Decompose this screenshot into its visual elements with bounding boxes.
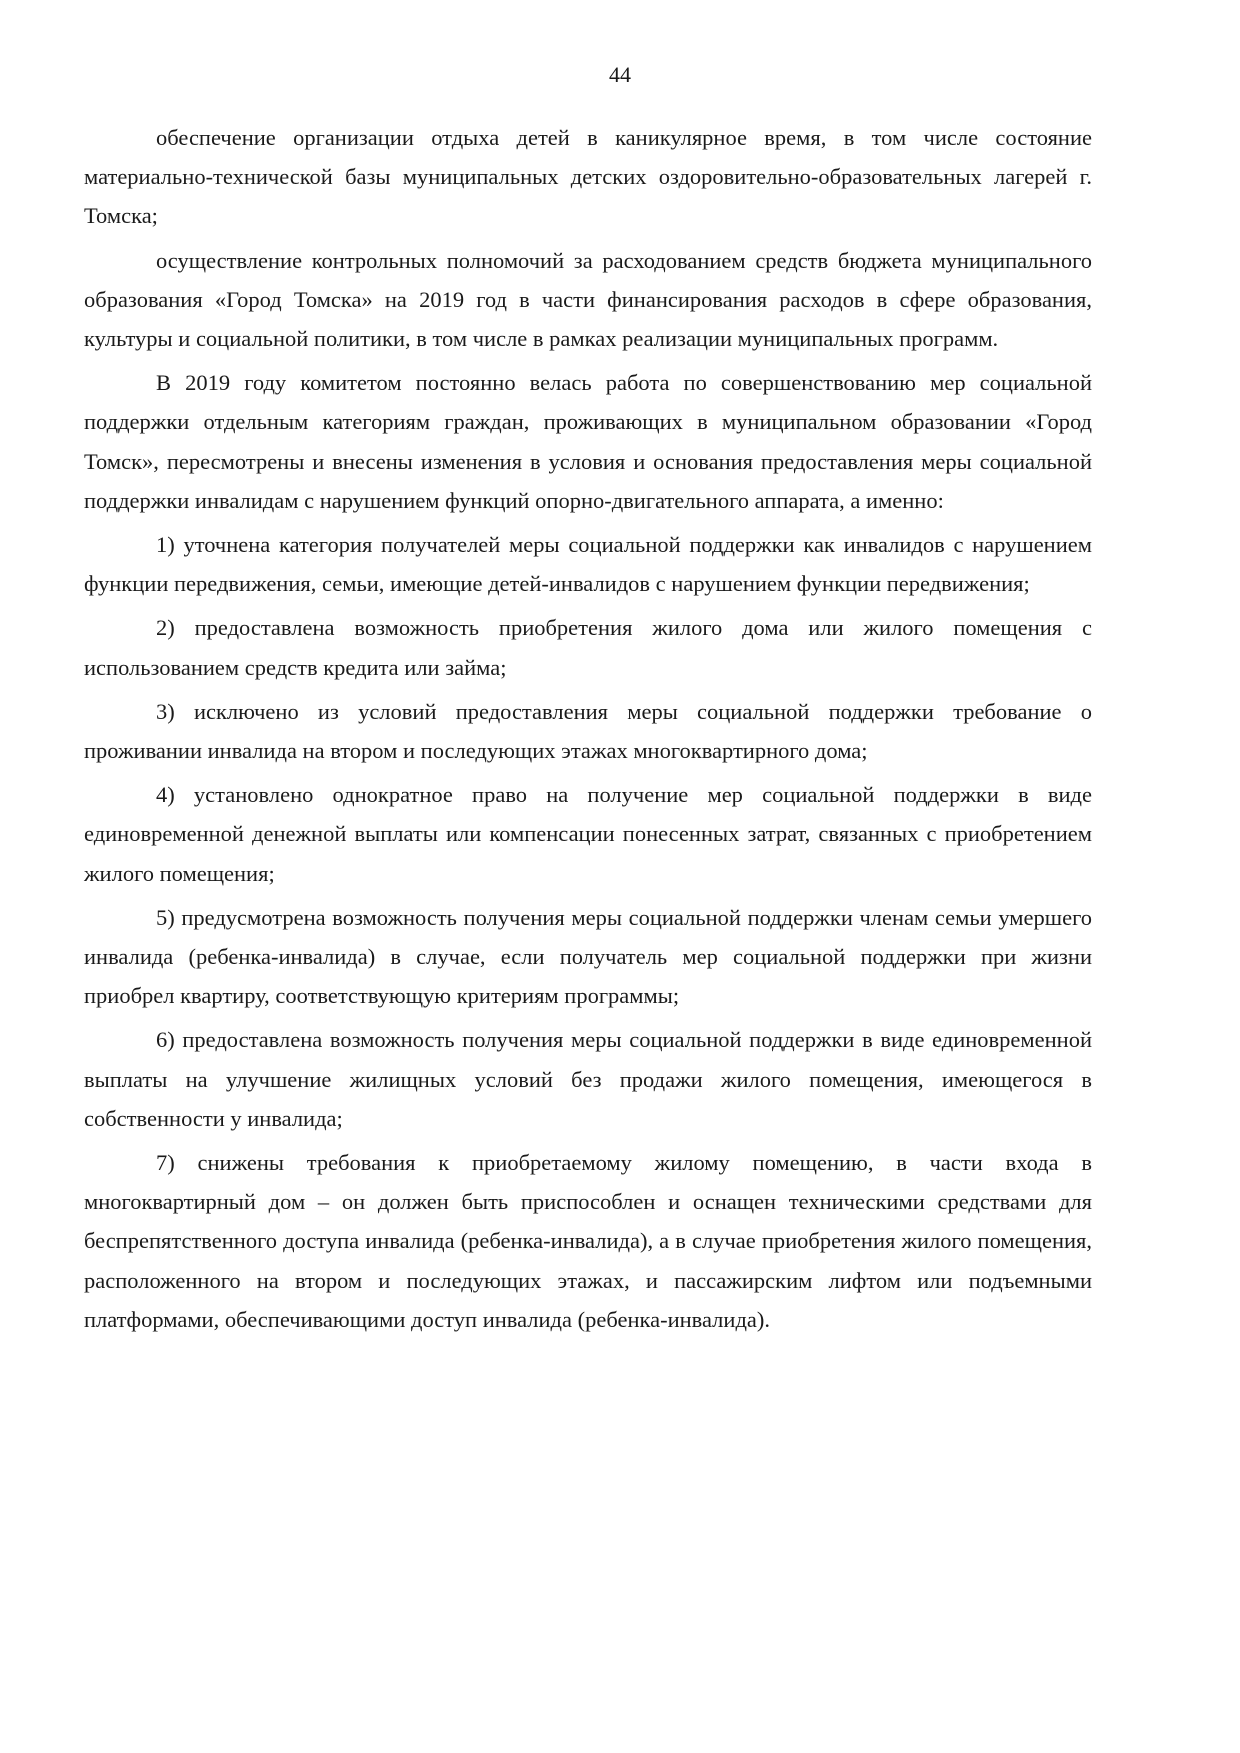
list-item-5: 5) предусмотрена возможность получения меры социальной поддержки членам семьи умершего инвалида (ребенка-инвалида) в случае, если получатель мер социальной поддержки при жизни приобрел квартиру, соответствующую критериям программы; xyxy=(84,904,1092,1009)
paragraph-3: В 2019 году комитетом постоянно велась работа по совершенствованию мер социальной поддержки отдельным категориям граждан, проживающих в муниципальном образовании «Город Томск», пересмотрены и внесены изменения в условия и основания предоставления меры социальной поддержки инвалидам с нарушением функций опорно-двигательного аппарата, а именно: xyxy=(84,370,1092,513)
list-item-6: 6) предоставлена возможность получения меры социальной поддержки в виде единовременной выплаты на улучшение жилищных условий без продажи жилого помещения, имеющегося в собственности у инвалида; xyxy=(84,1027,1092,1131)
document-body xyxy=(84,118,1092,1344)
list-item-2: 2) предоставлена возможность приобретения жилого дома или жилого помещения с использованием средств кредита или займа; xyxy=(84,615,1092,680)
list-item-7: 7) снижены требования к приобретаемому жилому помещению, в части входа в многоквартирный дом – он должен быть приспособлен и оснащен техническими средствами для беспрепятственного доступа инвалида (ребенка-инвалида), а в случае приобретения жилого помещения, расположенного на втором и последующих этажах, и пассажирским лифтом или подъемными платформами, обеспечивающими доступ инвалида (ребенка-инвалида). xyxy=(84,1150,1092,1332)
list-item-1: 1) уточнена категория получателей меры социальной поддержки как инвалидов с нарушением функции передвижения, семьи, имеющие детей-инвалидов с нарушением функции передвижения; xyxy=(84,532,1092,597)
paragraph-1: обеспечение организации отдыха детей в каникулярное время, в том числе состояние материально-технической базы муниципальных детских оздоровительно-образовательных лагерей г. Томска; xyxy=(84,125,1092,229)
list-item-3: 3) исключено из условий предоставления меры социальной поддержки требование о проживании инвалида на втором и последующих этажах многоквартирного дома; xyxy=(84,698,1092,764)
page-number: 44 xyxy=(609,62,631,87)
list-item-4: 4) установлено однократное право на получение мер социальной поддержки в виде единовременной денежной выплаты или компенсации понесенных затрат, связанных с приобретением жилого помещения; xyxy=(84,782,1092,886)
paragraph-2: осуществление контрольных полномочий за расходованием средств бюджета муниципального образования «Город Томска» на 2019 год в части финансирования расходов в сфере образования, культуры и социальной политики, в том числе в рамках реализации муниципальных программ. xyxy=(84,247,1092,352)
